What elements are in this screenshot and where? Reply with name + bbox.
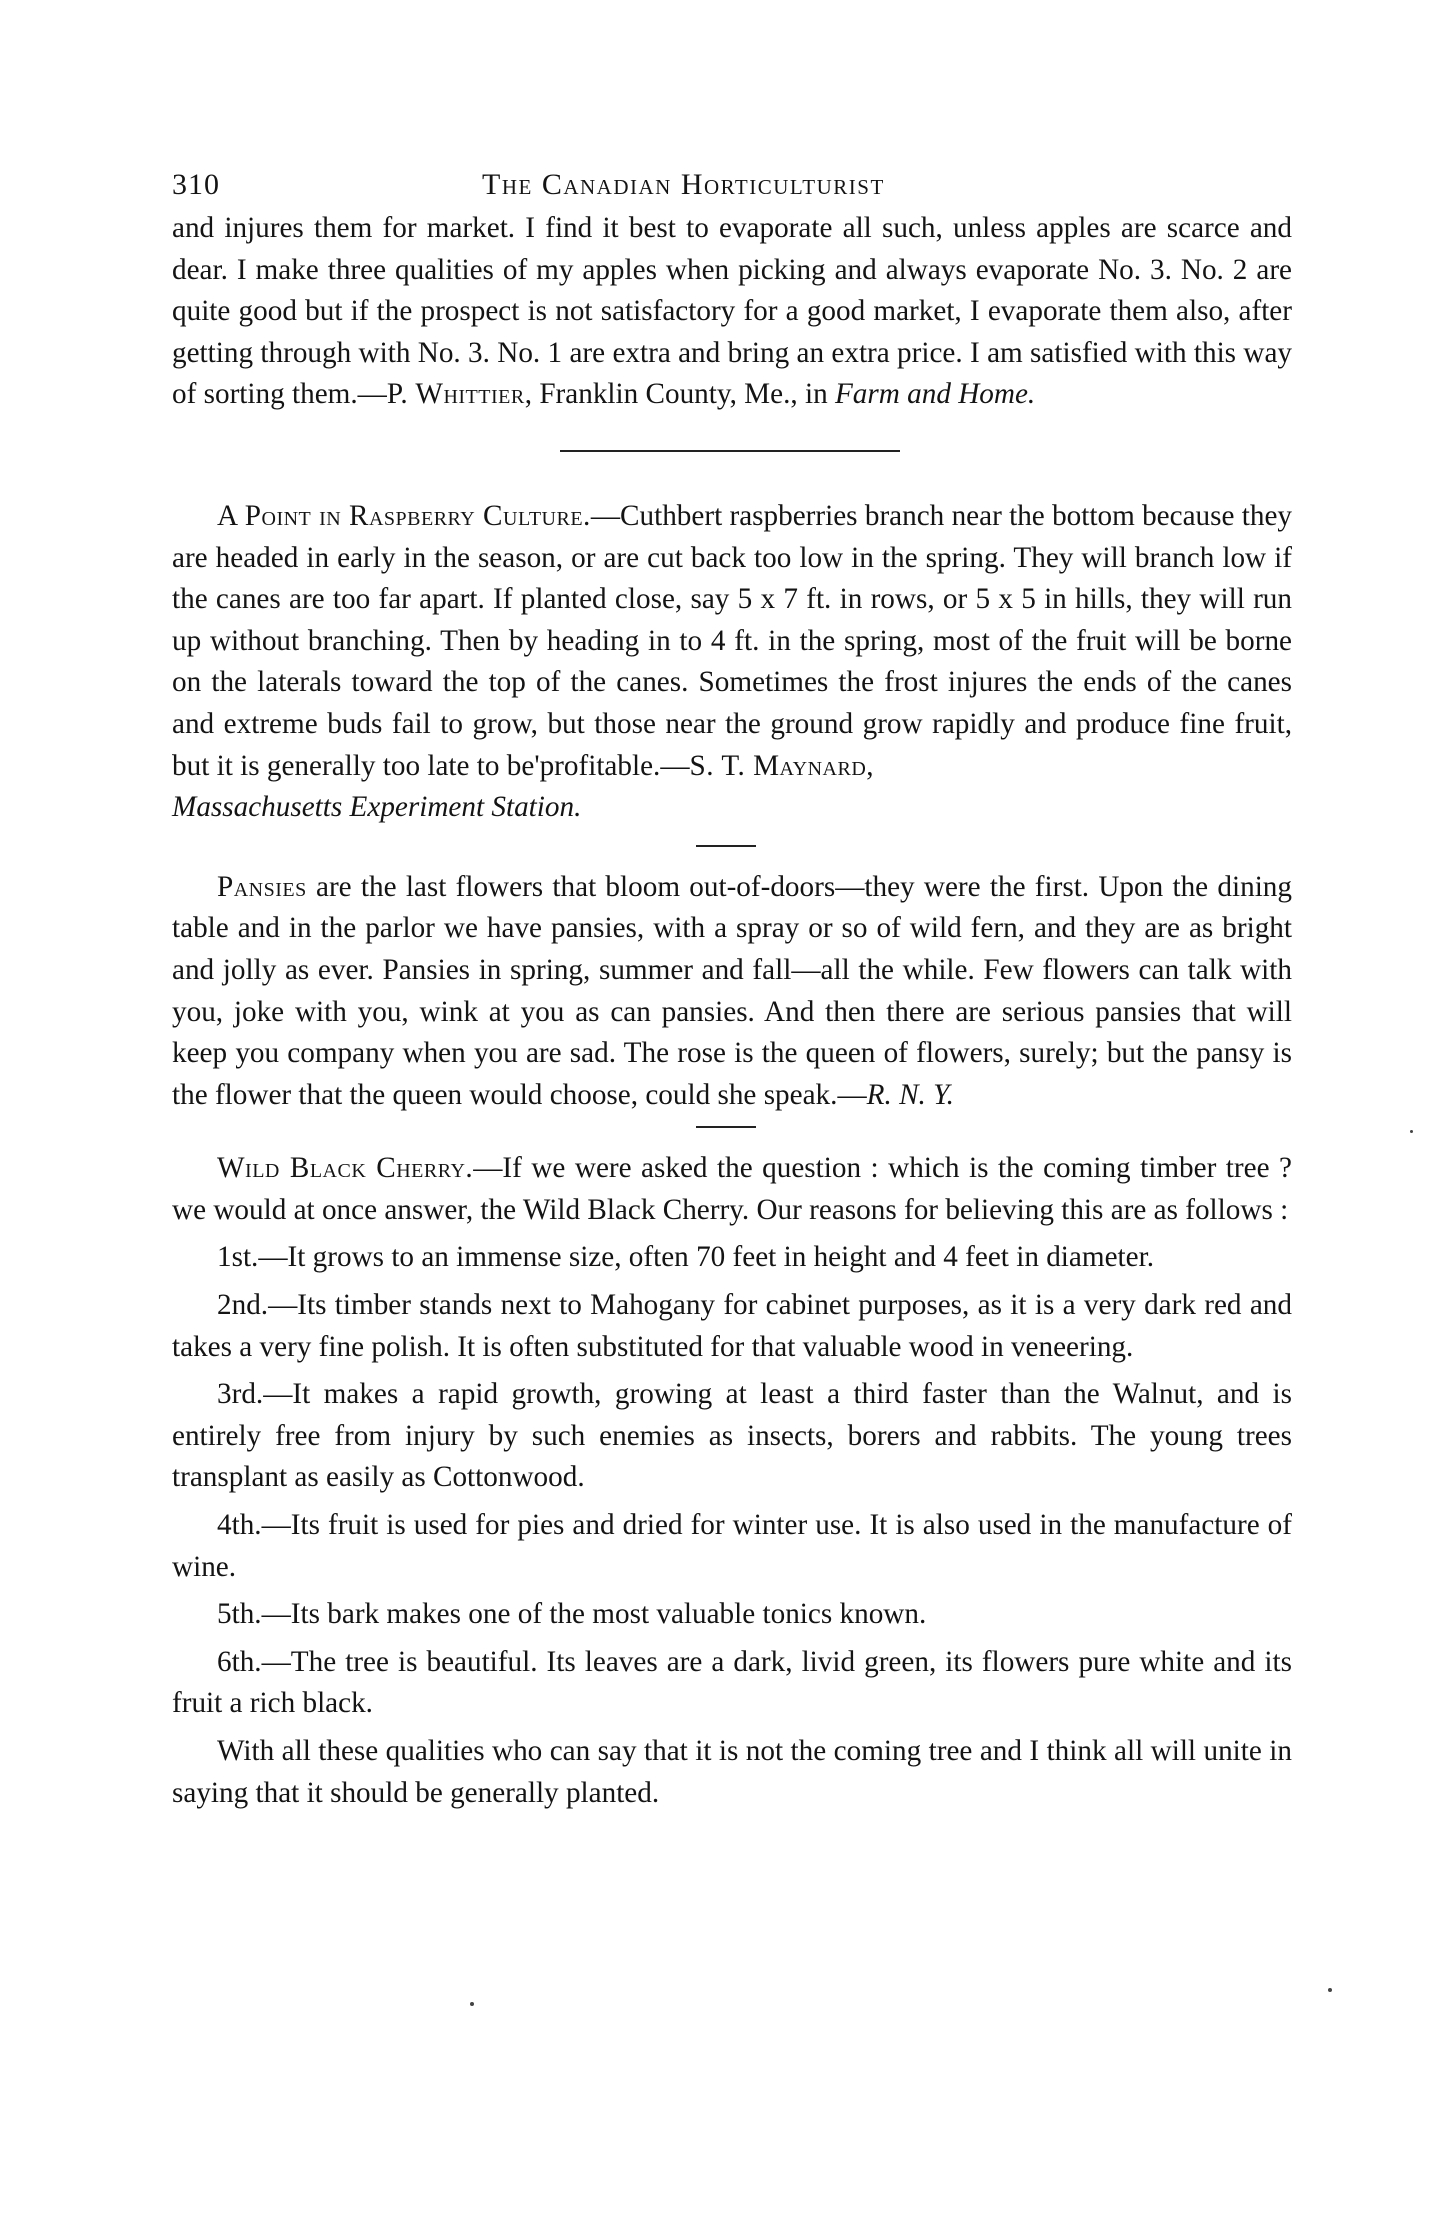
- short-divider: [696, 1126, 756, 1128]
- raspberry-paragraph: [172, 496, 1292, 829]
- pansies-text: are the last flowers that bloom out-of-doors—they were the first. Upon the dining table and in the parlor we have pansies, with a spray or so of wild fern, and they are as bright and jolly as ever. Pansies in spring, summer and fall—all the while. Few flowers can talk with you, joke with you, wink at you as can pansies. And then there are serious pansies that will keep you company when you are sad. The rose is the queen of flowers, surely; but the pansy is the flower that the queen would choose, could she speak.—: [172, 870, 1292, 1111]
- pansies-heading: Pansies: [217, 870, 307, 903]
- scan-speck: [1410, 1130, 1413, 1133]
- intro-source: Farm and Home.: [834, 378, 1036, 411]
- cherry-conclusion: With all these qualities who can say that it is not the coming tree and I think all will unite in saying that it should be generally planted.: [172, 1735, 1292, 1809]
- cherry-paragraph: [172, 1148, 1292, 1231]
- cherry-text: —If we were asked the question : which is the coming timber tree ? we would at once answer, the Wild Black Cherry. Our reasons for believing this are as follows :: [172, 1152, 1292, 1226]
- intro-paragraph: [172, 208, 1292, 416]
- raspberry-text: —Cuthbert raspberries branch near the bottom because they are headed in early in the season, or are cut back too low in the spring. They will branch low if the canes are too far apart. If planted close, say 5 x 7 ft. in rows, or 5 x 5 in hills, they will run up without branching. Then by heading in to 4 ft. in the spring, most of the fruit will be borne on the laterals toward the top of the canes. Sometimes the frost injures the ends of the canes and extreme buds fail to grow, but those near the ground grow rapidly and produce fine fruit, but it is generally too late to be'profitable.—: [172, 499, 1293, 782]
- raspberry-author: S. T. Maynard,: [689, 749, 875, 782]
- pansies-source: R. N. Y.: [866, 1078, 954, 1111]
- page: [172, 160, 1292, 1814]
- page-header: [172, 160, 1292, 208]
- scan-speck: [470, 2002, 474, 2006]
- intro-text: and injures them for market. I find it best to evaporate all such, unless apples are scarce and dear. I make three qualities of my apples when picking and always evaporate No. 3. No. 2 are quite good but if the prospect is not satisfactory for a good market, I evaporate them also, after getting through with No. 3. No. 1 are extra and bring an extra price. I am satisfied with this way of sorting them.—: [172, 212, 1292, 411]
- cherry-reason-3: 3rd.—It makes a rapid growth, growing at least a third faster than the Walnut, and is entirely free from injury by such enemies as insects, borers and rabbits. The young trees transplant as easily as Cottonwood.: [172, 1378, 1292, 1494]
- cherry-reason-2: 2nd.—Its timber stands next to Mahogany for cabinet purposes, as it is a very dark red and takes a very fine polish. It is often substituted for that valuable wood in veneering.: [172, 1289, 1292, 1363]
- short-divider: [696, 845, 756, 847]
- cherry-reason-1: 1st.—It grows to an immense size, often 70 feet in height and 4 feet in diameter.: [217, 1241, 1154, 1274]
- article-body: [172, 208, 1292, 1814]
- intro-author: P. Whittier: [386, 378, 525, 411]
- cherry-reason-5: 5th.—Its bark makes one of the most valuable tonics known.: [217, 1598, 927, 1631]
- pansies-paragraph: [172, 867, 1292, 1117]
- cherry-reason-4: 4th.—Its fruit is used for pies and dried for winter use. It is also used in the manufacture of wine.: [172, 1509, 1292, 1583]
- scan-speck: [1328, 1988, 1332, 1992]
- running-title: The Canadian Horticulturist: [482, 168, 885, 201]
- raspberry-source: Massachusetts Experiment Station.: [172, 791, 582, 824]
- section-divider: [560, 450, 900, 452]
- intro-place: , Franklin County, Me., in: [524, 378, 835, 411]
- page-number: 310: [172, 168, 220, 201]
- raspberry-heading: A Point in Raspberry Culture.: [217, 499, 591, 532]
- cherry-heading: Wild Black Cherry.: [217, 1152, 474, 1185]
- cherry-reason-6: 6th.—The tree is beautiful. Its leaves are a dark, livid green, its flowers pure white and its fruit a rich black.: [172, 1645, 1292, 1720]
